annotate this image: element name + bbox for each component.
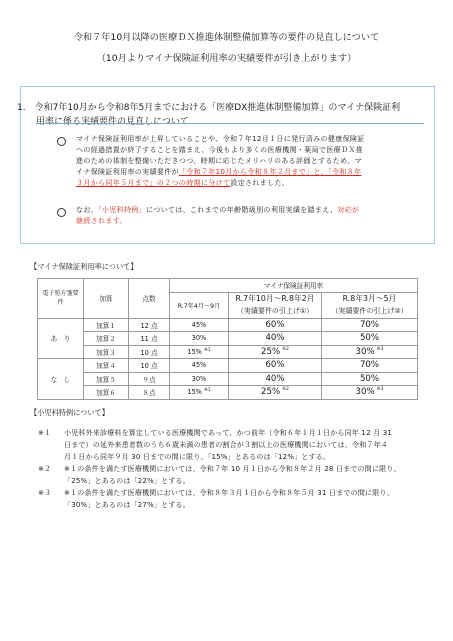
bullet1-line4 bbox=[76, 167, 361, 178]
rate-p1-value: 30% bbox=[191, 334, 207, 343]
rate-p2 bbox=[229, 332, 322, 346]
bullet-circle-icon bbox=[57, 137, 66, 146]
rate-p2 bbox=[229, 345, 322, 359]
rate-p2-value: 60% bbox=[265, 360, 285, 371]
bullet-circle-icon bbox=[57, 208, 66, 217]
note2-line2: 「25%」とあるのは「22%」とする。 bbox=[64, 477, 190, 485]
bullet1-line5 bbox=[76, 178, 289, 189]
section2-title: 【マイナ保険証利用率について】 bbox=[30, 262, 138, 271]
points-value: 11 点 bbox=[129, 332, 170, 346]
rate-p3 bbox=[322, 318, 418, 332]
rate-p2-value: 25% bbox=[261, 387, 281, 398]
header-rate-group: マイナ保険証利用率 bbox=[170, 279, 418, 293]
rate-p1 bbox=[170, 318, 229, 332]
rate-p1-note: ※1 bbox=[203, 347, 211, 353]
bullet1-line2: への経過措置が終了することを踏まえ、今後もより多くの医療機関・薬局で医療ＤＸ推 bbox=[76, 146, 364, 154]
points-value: ８点 bbox=[129, 386, 170, 400]
rate-p1-note: ※1 bbox=[203, 388, 211, 394]
kasan-label: 加算６ bbox=[84, 386, 129, 400]
bullet1-line4-highlight: 「令和７年10月から令和８年２月まで」と、「令和８年 bbox=[178, 168, 362, 176]
bullet1-line1: マイナ保険証利用率が上昇していることや、令和７年12月１日に発行済みの健康保険証 bbox=[76, 135, 365, 143]
rate-p2-value: 25% bbox=[261, 346, 281, 357]
note2-line1: ※１の条件を満たす医療機関においては、令和７年 10 月１日から令和８年２月 28 日までの間に限り、 bbox=[64, 465, 401, 473]
bullet2-text-a: なお、 bbox=[76, 206, 99, 214]
points-value: 10 点 bbox=[129, 345, 170, 359]
rate-p2-value: 60% bbox=[265, 319, 285, 330]
rate-p2 bbox=[229, 372, 322, 386]
section1-heading-line2: 用率に係る実績要件の見直しについて bbox=[36, 117, 189, 127]
rate-p1 bbox=[170, 386, 229, 400]
page-subtitle: （10月よりマイナ保険証利用率の実績要件が引き上がります） bbox=[96, 53, 357, 64]
bullet2-line1 bbox=[76, 205, 359, 216]
rate-p1-value: 45% bbox=[191, 320, 207, 329]
rate-p3-value: 50% bbox=[359, 373, 380, 384]
points-value: 10 点 bbox=[129, 359, 170, 373]
note1-line1: 小児科外来診療料を算定している医療機関であって、かつ前年（令和６年１月１日から同年 12 月 31 bbox=[64, 429, 393, 437]
header-points: 点数 bbox=[129, 279, 170, 319]
rate-p3-value: 70% bbox=[359, 319, 380, 330]
rate-p2-value: 40% bbox=[265, 333, 285, 344]
header-period2-line1: R.7年10月～R.8年2月 bbox=[229, 292, 322, 305]
points-value: 12 点 bbox=[129, 318, 170, 332]
bullet2-line2: 継続されます。 bbox=[76, 217, 127, 225]
section1-heading-line1: 1. 令和7年10月から令和8年5月までにおける「医療DX推進体制整備加算」のマイナ保険証利 bbox=[17, 103, 401, 113]
note3-line2: 「30%」とあるのは「27%」とする。 bbox=[64, 501, 190, 509]
rate-p3-value: 70% bbox=[359, 360, 380, 371]
note1-line2: 日まで）の延外来患者数のうち６歳未満の患者の割合が３割以上の医療機関においては、令和７年４ bbox=[64, 441, 388, 449]
rate-p3-note: ※3 bbox=[376, 346, 384, 352]
mynumber-rate-table bbox=[37, 278, 418, 400]
kasan-label: 加算１ bbox=[84, 318, 129, 332]
header-period3-line1: R.8年3月～5月 bbox=[322, 292, 418, 305]
rate-p1-value: 15% bbox=[187, 388, 202, 397]
rate-p2 bbox=[229, 318, 322, 332]
rate-p1 bbox=[170, 332, 229, 346]
rate-p2-note: ※2 bbox=[282, 387, 289, 393]
rate-p2-value: 40% bbox=[265, 373, 285, 384]
bullet2-text-b: については、これまでの年齢階級別の利用実績を踏まえ、 bbox=[146, 206, 338, 214]
bullet2-highlight-b: 対応が bbox=[337, 206, 360, 214]
section3-title: 【小児科特例について】 bbox=[30, 408, 109, 417]
page-title: 令和７年10月以降の医療ＤＸ推進体制整備加算等の要件の見直しについて bbox=[73, 32, 380, 43]
rate-p3 bbox=[322, 386, 418, 400]
rate-p1-value: 45% bbox=[191, 361, 207, 370]
rate-p3 bbox=[322, 372, 418, 386]
rate-p3-value: 30% bbox=[355, 346, 375, 357]
rate-p2-note: ※2 bbox=[282, 346, 289, 352]
header-denshi: 電子処方箋要件 bbox=[38, 279, 84, 319]
rate-p3-value: 50% bbox=[359, 333, 380, 344]
header-period1: R.7年4月～9月 bbox=[170, 292, 229, 318]
bullet1-line5-text: 設定されました。 bbox=[230, 179, 290, 187]
note1-line3: 月１日から同年９月 30 日までの間に限り、「15%」とあるのは「12%」とする。 bbox=[64, 453, 331, 461]
rate-p3-value: 30% bbox=[355, 387, 375, 398]
bullet1-line4-text: イナ保険証利用率の実績要件が bbox=[76, 168, 179, 176]
bullet1-line5-highlight: ３月から同年５月まで」の２つの時期に分けて bbox=[76, 179, 231, 187]
rate-p1-value: 30% bbox=[191, 374, 207, 383]
rate-p3 bbox=[322, 359, 418, 373]
bullet1-line3: 進のための体制を整備いただきつつ、時期に応じたメリハリのある評価とするため、マ bbox=[76, 157, 362, 165]
rate-p3 bbox=[322, 345, 418, 359]
bullet2-highlight-a: 「小児科特例」 bbox=[98, 206, 147, 214]
kasan-label: 加算２ bbox=[84, 332, 129, 346]
rate-p1 bbox=[170, 345, 229, 359]
note3-mark: ※３ bbox=[38, 489, 52, 497]
rate-p1 bbox=[170, 372, 229, 386]
note2-mark: ※２ bbox=[38, 465, 52, 473]
rate-p3-note: ※3 bbox=[376, 387, 384, 393]
rate-p3 bbox=[322, 332, 418, 346]
header-kasan: 加算 bbox=[84, 279, 129, 319]
section1-heading-underline bbox=[36, 123, 424, 124]
rate-p2 bbox=[229, 386, 322, 400]
points-value: ９点 bbox=[129, 372, 170, 386]
note1-mark: ※１ bbox=[38, 429, 52, 437]
rate-p1 bbox=[170, 359, 229, 373]
kasan-label: 加算５ bbox=[84, 372, 129, 386]
header-period3-line2: （実績要件の引上げ②） bbox=[322, 305, 418, 318]
rate-p2 bbox=[229, 359, 322, 373]
header-period2-line2: （実績要件の引上げ①） bbox=[229, 305, 322, 318]
note3-line1: ※１の条件を満たす医療機関においては、令和８年３月１日から令和８年５月 31 日までの間に限り、 bbox=[64, 489, 394, 497]
rate-p1-value: 15% bbox=[187, 347, 202, 356]
group-ari: あ り bbox=[38, 318, 84, 359]
kasan-label: 加算４ bbox=[84, 359, 129, 373]
group-nashi: な し bbox=[38, 359, 84, 400]
kasan-label: 加算３ bbox=[84, 345, 129, 359]
